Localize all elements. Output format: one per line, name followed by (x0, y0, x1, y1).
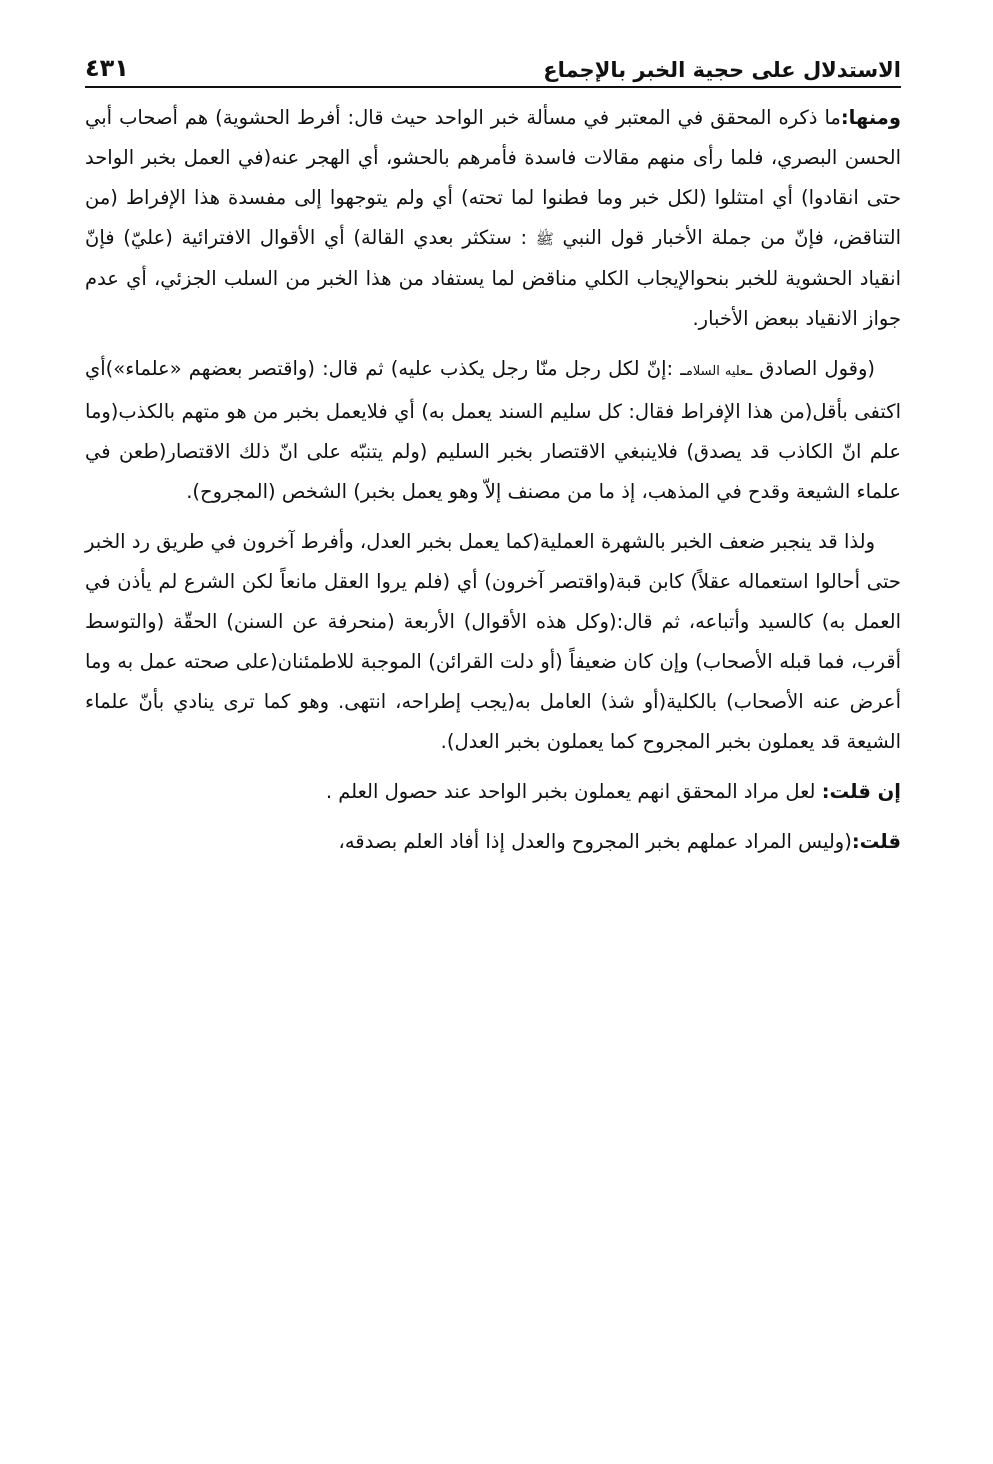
header-rule (85, 86, 901, 88)
body-text (85, 98, 901, 872)
paragraph-1 (85, 98, 901, 339)
paragraph-4 (85, 772, 901, 812)
paragraph-2 (85, 349, 901, 512)
paragraph-2-text: ـ :إنّ لكل رجل منّا رجل يكذب عليه) ثم قال: (واقتصر بعضهم «علماء»)أي اكتفى بأقل(من هذا الإفراط فقال: كل سليم السند يعمل به) أي فلايعمل بخبر من هو متهم بالكذب(وما علم انّ الكاذب قد يصدق) فلاينبغي الاقتصار بخبر السليم (ولم يتنبّه على انّ ذلك الاقتصار(طعن في علماء الشيعة وقدح في المذهب، إذ ما من مصنف إلاّ وهو يعمل بخبر) الشخص (المجروح). (85, 357, 901, 503)
honorific-symbol: ﷺ (535, 230, 554, 248)
paragraph-5-text: (وليس المراد عملهم بخبر المجروح والعدل إذا أفاد العلم بصدقه، (338, 830, 852, 853)
paragraph-2-small: عليه السلام (685, 364, 747, 379)
paragraph-2-text-before: (وقول الصادق ـ (746, 357, 875, 380)
paragraph-1-text: ما ذكره المحقق في المعتبر في مسألة خبر الواحد حيث قال: أفرط الحشوية) هم أصحاب أبي الحسن البصري، فلما رأى منهم مقالات فاسدة فأمرهم بالحشو، أي الهجر عنه(في العمل بخبر الواحد حتى انقادوا) أي امتثلوا (لكل خبر وما فطنوا لما تحته) أي ولم يتوجهوا إلى مفسدة هذا الإفراط (من التناقض، فإنّ من جملة الأخبار قول النبي (85, 106, 902, 249)
running-title: الاستدلال على حجية الخبر بالإجماع (543, 58, 901, 82)
paragraph-3 (85, 522, 901, 762)
paragraph-5 (85, 822, 901, 862)
page-number: ٤٣١ (85, 54, 129, 82)
paragraph-1-lead: ومنها: (840, 106, 901, 129)
paragraph-1-text-after: : ستكثر بعدي القالة) أي الأقوال الافترائية (عليّ) فإنّ انقياد الحشوية للخبر بنحوالإيجاب الكلي مناقض لما يستفاد من هذا الخبر من السلب الجزئي، أي عدم جواز الانقياد ببعض الأخبار. (85, 226, 901, 330)
paragraph-4-text: لعل مراد المحقق انهم يعملون بخبر الواحد عند حصول العلم . (325, 780, 822, 803)
page-header (85, 38, 901, 82)
paragraph-4-lead: إن قلت: (821, 780, 901, 803)
paragraph-5-lead: قلت: (851, 830, 901, 853)
paragraph-3-text: ولذا قد ينجبر ضعف الخبر بالشهرة العملية(كما يعمل بخبر العدل، وأفرط آخرون في طريق رد الخبر حتى أحالوا استعماله عقلاً) كابن قبة(واقتصر آخرون) أي (فلم يروا العقل مانعاً لكن الشرع لم يأذن في العمل به) كالسيد وأتباعه، ثم قال:(وكل هذه الأقوال) الأربعة (منحرفة عن السنن) الحقّة (والتوسط أقرب، فما قبله الأصحاب) وإن كان ضعيفاً (أو دلت القرائن) الموجبة للاطمئنان(على صحته عمل به وما أعرض عنه الأصحاب) بالكلية(أو شذ) العامل به(يجب إطراحه، انتهى. وهو كما ترى ينادي بأنّ علماء الشيعة قد يعملون بخبر المجروح كما يعملون بخبر العدل). (85, 530, 901, 753)
